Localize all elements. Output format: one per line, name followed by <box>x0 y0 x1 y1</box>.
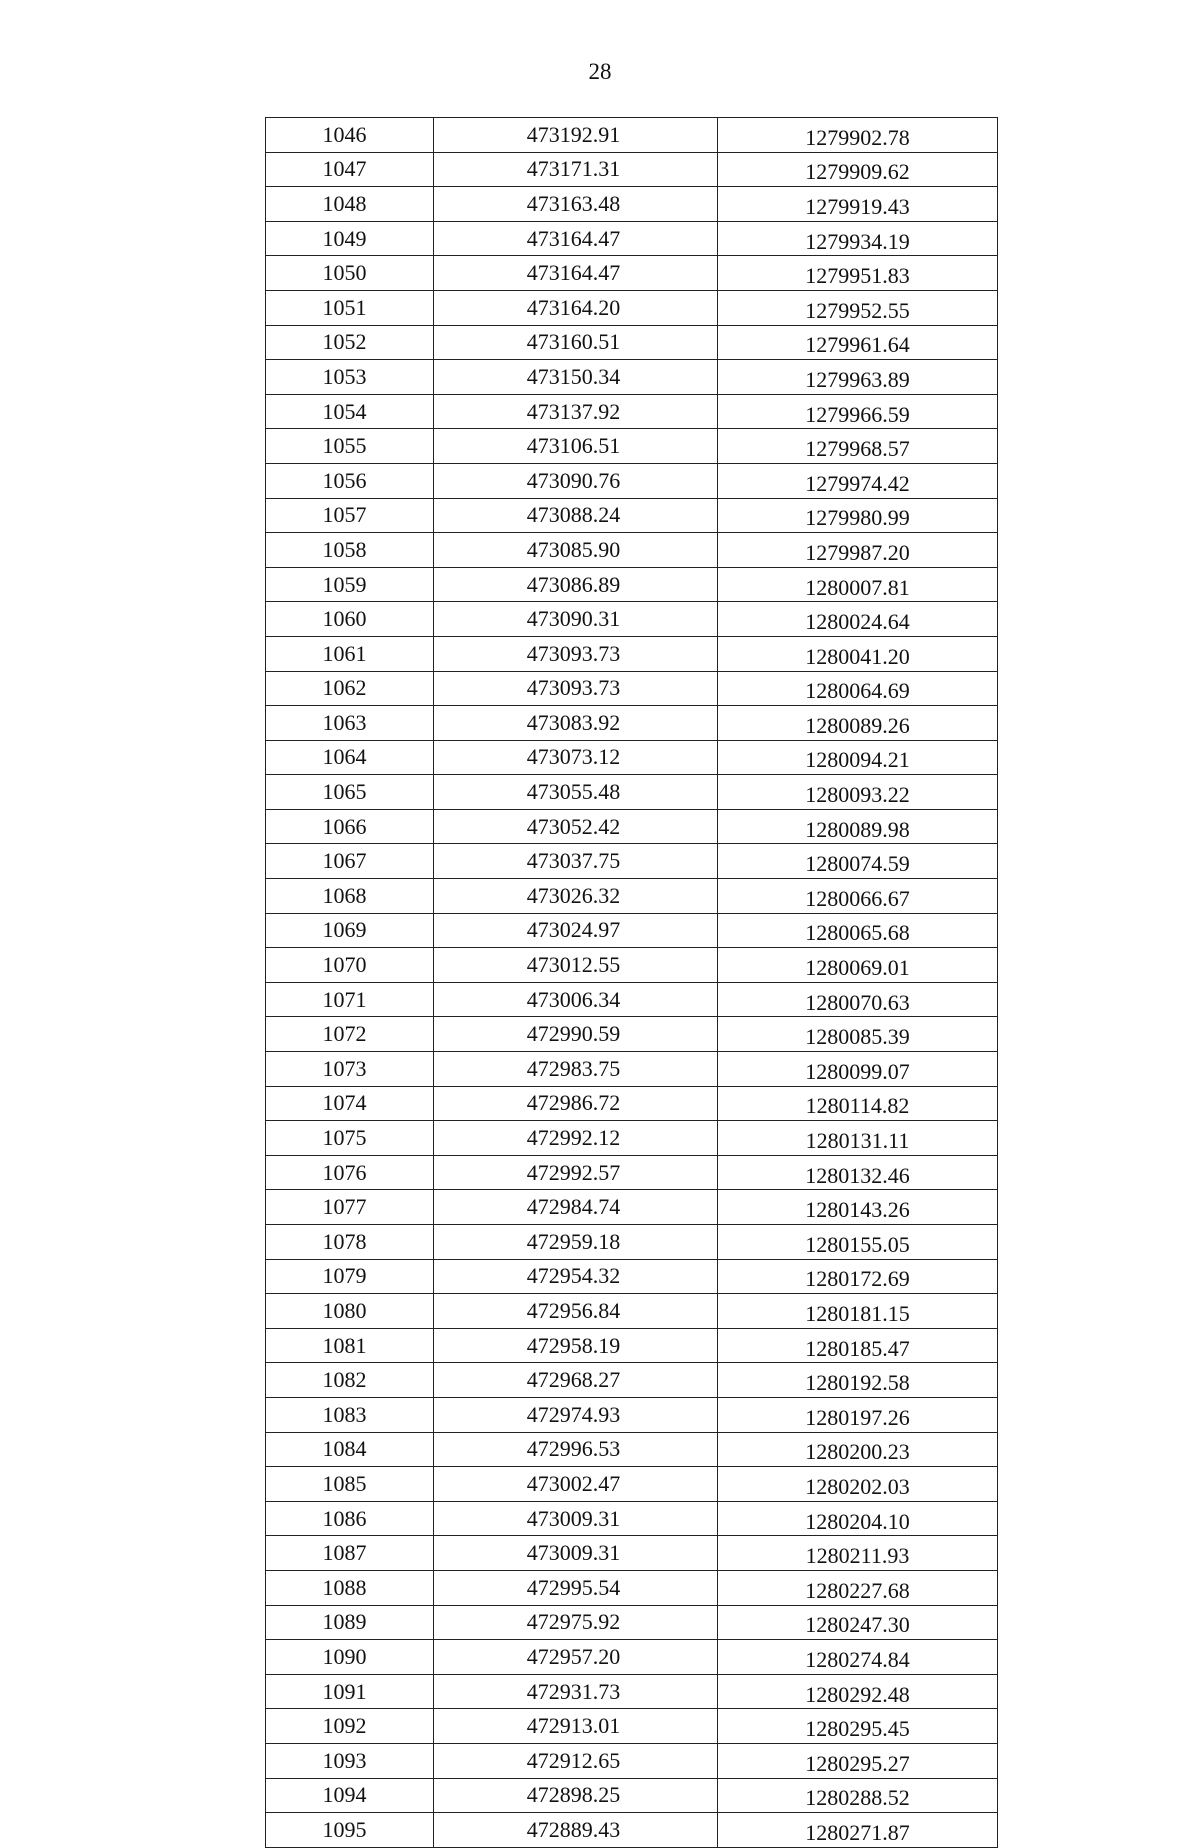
y-coordinate-cell: 1280292.48 <box>718 1674 998 1709</box>
x-coordinate-cell: 472931.73 <box>434 1674 718 1709</box>
y-coordinate-cell: 1279980.99 <box>718 498 998 533</box>
table-row <box>266 1501 998 1536</box>
x-coordinate-cell: 472990.59 <box>434 1017 718 1052</box>
table-row <box>266 913 998 948</box>
y-coordinate-cell: 1279951.83 <box>718 256 998 291</box>
point-number-cell: 1058 <box>266 533 434 568</box>
y-coordinate-cell: 1279966.59 <box>718 394 998 429</box>
point-number-cell: 1062 <box>266 671 434 706</box>
x-coordinate-cell: 473090.76 <box>434 463 718 498</box>
y-coordinate-cell: 1280185.47 <box>718 1328 998 1363</box>
x-coordinate-cell: 473093.73 <box>434 636 718 671</box>
point-number-cell: 1095 <box>266 1813 434 1848</box>
y-coordinate-cell: 1280200.23 <box>718 1432 998 1467</box>
point-number-cell: 1054 <box>266 394 434 429</box>
x-coordinate-cell: 473093.73 <box>434 671 718 706</box>
coordinates-table <box>265 117 998 1848</box>
y-coordinate-cell: 1280070.63 <box>718 982 998 1017</box>
x-coordinate-cell: 473024.97 <box>434 913 718 948</box>
x-coordinate-cell: 473163.48 <box>434 187 718 222</box>
x-coordinate-cell: 472898.25 <box>434 1778 718 1813</box>
table-row <box>266 1155 998 1190</box>
table-row <box>266 429 998 464</box>
y-coordinate-cell: 1280085.39 <box>718 1017 998 1052</box>
table-row <box>266 1570 998 1605</box>
point-number-cell: 1071 <box>266 982 434 1017</box>
table-row <box>266 775 998 810</box>
table-row <box>266 1397 998 1432</box>
y-coordinate-cell: 1280271.87 <box>718 1813 998 1848</box>
table-row <box>266 463 998 498</box>
point-number-cell: 1080 <box>266 1294 434 1329</box>
point-number-cell: 1063 <box>266 706 434 741</box>
point-number-cell: 1083 <box>266 1397 434 1432</box>
point-number-cell: 1073 <box>266 1052 434 1087</box>
table-row <box>266 948 998 983</box>
point-number-cell: 1076 <box>266 1155 434 1190</box>
point-number-cell: 1060 <box>266 602 434 637</box>
table-row <box>266 394 998 429</box>
x-coordinate-cell: 472889.43 <box>434 1813 718 1848</box>
point-number-cell: 1050 <box>266 256 434 291</box>
point-number-cell: 1089 <box>266 1605 434 1640</box>
y-coordinate-cell: 1279902.78 <box>718 118 998 153</box>
point-number-cell: 1084 <box>266 1432 434 1467</box>
x-coordinate-cell: 472984.74 <box>434 1190 718 1225</box>
point-number-cell: 1094 <box>266 1778 434 1813</box>
y-coordinate-cell: 1279963.89 <box>718 360 998 395</box>
y-coordinate-cell: 1280007.81 <box>718 567 998 602</box>
point-number-cell: 1072 <box>266 1017 434 1052</box>
point-number-cell: 1077 <box>266 1190 434 1225</box>
y-coordinate-cell: 1280192.58 <box>718 1363 998 1398</box>
table-row <box>266 1674 998 1709</box>
x-coordinate-cell: 472986.72 <box>434 1086 718 1121</box>
table-row <box>266 290 998 325</box>
x-coordinate-cell: 473164.47 <box>434 221 718 256</box>
point-number-cell: 1057 <box>266 498 434 533</box>
y-coordinate-cell: 1279919.43 <box>718 187 998 222</box>
table-row <box>266 1225 998 1260</box>
y-coordinate-cell: 1280041.20 <box>718 636 998 671</box>
table-row <box>266 1190 998 1225</box>
y-coordinate-cell: 1280227.68 <box>718 1570 998 1605</box>
x-coordinate-cell: 473192.91 <box>434 118 718 153</box>
point-number-cell: 1049 <box>266 221 434 256</box>
point-number-cell: 1065 <box>266 775 434 810</box>
table-row <box>266 1017 998 1052</box>
table-row <box>266 1605 998 1640</box>
table-row <box>266 1778 998 1813</box>
table-row <box>266 1121 998 1156</box>
x-coordinate-cell: 473088.24 <box>434 498 718 533</box>
y-coordinate-cell: 1280247.30 <box>718 1605 998 1640</box>
table-row <box>266 221 998 256</box>
point-number-cell: 1059 <box>266 567 434 602</box>
y-coordinate-cell: 1280114.82 <box>718 1086 998 1121</box>
table-row <box>266 1052 998 1087</box>
y-coordinate-cell: 1280089.26 <box>718 706 998 741</box>
x-coordinate-cell: 472954.32 <box>434 1259 718 1294</box>
y-coordinate-cell: 1280181.15 <box>718 1294 998 1329</box>
y-coordinate-cell: 1280064.69 <box>718 671 998 706</box>
x-coordinate-cell: 473086.89 <box>434 567 718 602</box>
table-row <box>266 1294 998 1329</box>
y-coordinate-cell: 1280066.67 <box>718 879 998 914</box>
table-row <box>266 256 998 291</box>
table-row <box>266 844 998 879</box>
x-coordinate-cell: 472975.92 <box>434 1605 718 1640</box>
x-coordinate-cell: 473009.31 <box>434 1536 718 1571</box>
point-number-cell: 1087 <box>266 1536 434 1571</box>
table-row <box>266 498 998 533</box>
table-row <box>266 1328 998 1363</box>
y-coordinate-cell: 1280155.05 <box>718 1225 998 1260</box>
table-row <box>266 567 998 602</box>
point-number-cell: 1069 <box>266 913 434 948</box>
y-coordinate-cell: 1280024.64 <box>718 602 998 637</box>
table-row <box>266 1363 998 1398</box>
table-row <box>266 982 998 1017</box>
y-coordinate-cell: 1280131.11 <box>718 1121 998 1156</box>
table-row <box>266 879 998 914</box>
x-coordinate-cell: 473085.90 <box>434 533 718 568</box>
x-coordinate-cell: 472957.20 <box>434 1640 718 1675</box>
point-number-cell: 1053 <box>266 360 434 395</box>
table-row <box>266 602 998 637</box>
point-number-cell: 1067 <box>266 844 434 879</box>
x-coordinate-cell: 473052.42 <box>434 809 718 844</box>
x-coordinate-cell: 472992.12 <box>434 1121 718 1156</box>
x-coordinate-cell: 472912.65 <box>434 1743 718 1778</box>
point-number-cell: 1088 <box>266 1570 434 1605</box>
y-coordinate-cell: 1279934.19 <box>718 221 998 256</box>
table-row <box>266 1467 998 1502</box>
y-coordinate-cell: 1280202.03 <box>718 1467 998 1502</box>
table-row <box>266 325 998 360</box>
point-number-cell: 1068 <box>266 879 434 914</box>
table-row <box>266 187 998 222</box>
point-number-cell: 1085 <box>266 1467 434 1502</box>
y-coordinate-cell: 1280274.84 <box>718 1640 998 1675</box>
point-number-cell: 1055 <box>266 429 434 464</box>
x-coordinate-cell: 473012.55 <box>434 948 718 983</box>
x-coordinate-cell: 473090.31 <box>434 602 718 637</box>
point-number-cell: 1066 <box>266 809 434 844</box>
y-coordinate-cell: 1279961.64 <box>718 325 998 360</box>
table-row <box>266 809 998 844</box>
y-coordinate-cell: 1280204.10 <box>718 1501 998 1536</box>
point-number-cell: 1046 <box>266 118 434 153</box>
y-coordinate-cell: 1279968.57 <box>718 429 998 464</box>
table-row <box>266 1709 998 1744</box>
x-coordinate-cell: 472995.54 <box>434 1570 718 1605</box>
table-row <box>266 1086 998 1121</box>
x-coordinate-cell: 473160.51 <box>434 325 718 360</box>
x-coordinate-cell: 473006.34 <box>434 982 718 1017</box>
y-coordinate-cell: 1280132.46 <box>718 1155 998 1190</box>
x-coordinate-cell: 473164.47 <box>434 256 718 291</box>
x-coordinate-cell: 473106.51 <box>434 429 718 464</box>
table-row <box>266 1536 998 1571</box>
point-number-cell: 1056 <box>266 463 434 498</box>
x-coordinate-cell: 473073.12 <box>434 740 718 775</box>
point-number-cell: 1082 <box>266 1363 434 1398</box>
table-row <box>266 1640 998 1675</box>
y-coordinate-cell: 1279987.20 <box>718 533 998 568</box>
y-coordinate-cell: 1279909.62 <box>718 152 998 187</box>
y-coordinate-cell: 1280094.21 <box>718 740 998 775</box>
y-coordinate-cell: 1280065.68 <box>718 913 998 948</box>
table-row <box>266 740 998 775</box>
y-coordinate-cell: 1280074.59 <box>718 844 998 879</box>
point-number-cell: 1047 <box>266 152 434 187</box>
y-coordinate-cell: 1280172.69 <box>718 1259 998 1294</box>
table-row <box>266 533 998 568</box>
x-coordinate-cell: 473037.75 <box>434 844 718 879</box>
y-coordinate-cell: 1280295.45 <box>718 1709 998 1744</box>
point-number-cell: 1090 <box>266 1640 434 1675</box>
x-coordinate-cell: 473171.31 <box>434 152 718 187</box>
point-number-cell: 1091 <box>266 1674 434 1709</box>
x-coordinate-cell: 473055.48 <box>434 775 718 810</box>
x-coordinate-cell: 473150.34 <box>434 360 718 395</box>
point-number-cell: 1061 <box>266 636 434 671</box>
y-coordinate-cell: 1280197.26 <box>718 1397 998 1432</box>
table-row <box>266 1432 998 1467</box>
y-coordinate-cell: 1280143.26 <box>718 1190 998 1225</box>
point-number-cell: 1051 <box>266 290 434 325</box>
point-number-cell: 1075 <box>266 1121 434 1156</box>
table-row <box>266 1259 998 1294</box>
point-number-cell: 1092 <box>266 1709 434 1744</box>
page-number: 28 <box>588 59 612 84</box>
y-coordinate-cell: 1280211.93 <box>718 1536 998 1571</box>
point-number-cell: 1052 <box>266 325 434 360</box>
point-number-cell: 1048 <box>266 187 434 222</box>
table-row <box>266 118 998 153</box>
table-row <box>266 1813 998 1848</box>
x-coordinate-cell: 472996.53 <box>434 1432 718 1467</box>
table-row <box>266 636 998 671</box>
y-coordinate-cell: 1279952.55 <box>718 290 998 325</box>
x-coordinate-cell: 472968.27 <box>434 1363 718 1398</box>
x-coordinate-cell: 473137.92 <box>434 394 718 429</box>
x-coordinate-cell: 472992.57 <box>434 1155 718 1190</box>
table-row <box>266 360 998 395</box>
y-coordinate-cell: 1280288.52 <box>718 1778 998 1813</box>
table-row <box>266 1743 998 1778</box>
table-row <box>266 152 998 187</box>
y-coordinate-cell: 1280295.27 <box>718 1743 998 1778</box>
x-coordinate-cell: 472913.01 <box>434 1709 718 1744</box>
x-coordinate-cell: 472959.18 <box>434 1225 718 1260</box>
x-coordinate-cell: 473002.47 <box>434 1467 718 1502</box>
y-coordinate-cell: 1280099.07 <box>718 1052 998 1087</box>
x-coordinate-cell: 472958.19 <box>434 1328 718 1363</box>
y-coordinate-cell: 1280069.01 <box>718 948 998 983</box>
y-coordinate-cell: 1280089.98 <box>718 809 998 844</box>
coordinates-table-body <box>266 118 998 1848</box>
point-number-cell: 1078 <box>266 1225 434 1260</box>
table-row <box>266 706 998 741</box>
point-number-cell: 1064 <box>266 740 434 775</box>
point-number-cell: 1074 <box>266 1086 434 1121</box>
table-row <box>266 671 998 706</box>
x-coordinate-cell: 472956.84 <box>434 1294 718 1329</box>
x-coordinate-cell: 473009.31 <box>434 1501 718 1536</box>
point-number-cell: 1079 <box>266 1259 434 1294</box>
x-coordinate-cell: 472974.93 <box>434 1397 718 1432</box>
x-coordinate-cell: 472983.75 <box>434 1052 718 1087</box>
x-coordinate-cell: 473083.92 <box>434 706 718 741</box>
y-coordinate-cell: 1279974.42 <box>718 463 998 498</box>
point-number-cell: 1093 <box>266 1743 434 1778</box>
point-number-cell: 1086 <box>266 1501 434 1536</box>
point-number-cell: 1070 <box>266 948 434 983</box>
x-coordinate-cell: 473026.32 <box>434 879 718 914</box>
x-coordinate-cell: 473164.20 <box>434 290 718 325</box>
y-coordinate-cell: 1280093.22 <box>718 775 998 810</box>
point-number-cell: 1081 <box>266 1328 434 1363</box>
